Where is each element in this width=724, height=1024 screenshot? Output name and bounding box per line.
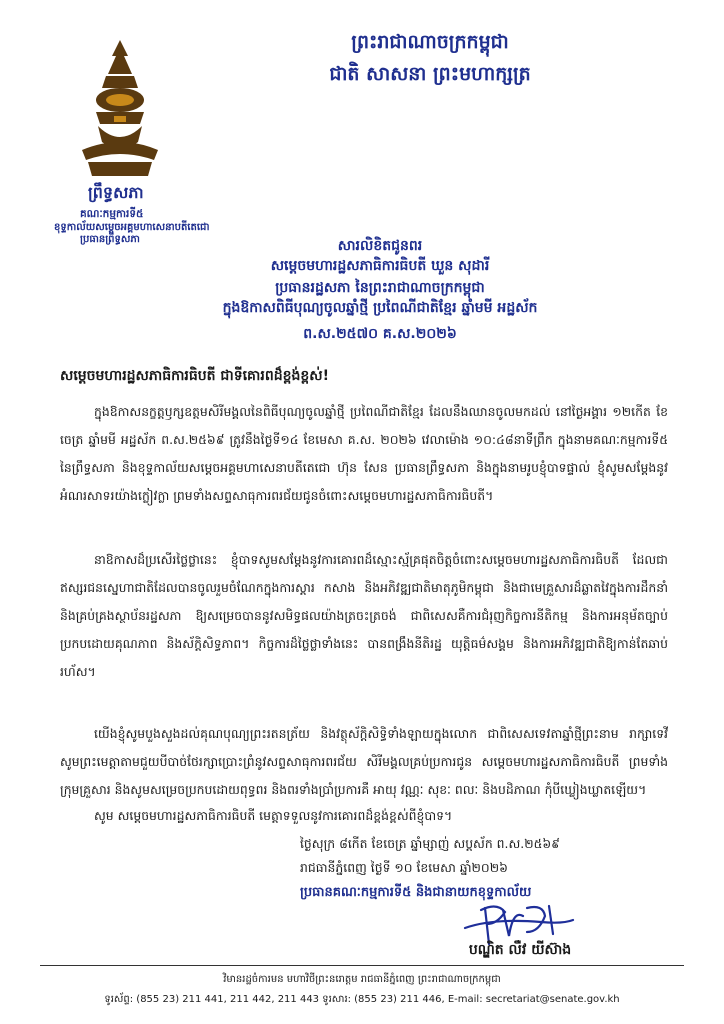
signer-title: ប្រធានគណៈកម្មការទី៥ និងជានាយកខុទ្ទកាល័យ — [300, 885, 532, 900]
letter-title: សារលិខិតជូនពរ — [337, 238, 423, 254]
recipient-position: ប្រធានរដ្ឋសភា នៃព្រះរាជាណាចក្រកម្ពុជា — [275, 280, 485, 296]
lunar-date: ថ្ងៃសុក្រ ៨កើត ខែចេត្រ ឆ្នាំម្សាញ់ សប្តស័ក ព.ស.២៥៦៩ — [300, 836, 560, 851]
royal-motto-line1: ព្រះរាជាណាចក្រកម្ពុជា — [351, 31, 509, 53]
senate-name: ព្រឹទ្ធសភា — [88, 183, 144, 202]
occasion-line: ក្នុងឱកាសពិធីបុណ្យចូលឆ្នាំថ្មី ប្រពៃណីជាតិខ្មែរ ឆ្នាំមមី អដ្ឋស័ក — [222, 300, 538, 316]
recipient-name: សម្តេចមហារដ្ឋសភាធិការធិបតី ឃួន សុដារី — [270, 258, 490, 274]
senate-president-label: ប្រធានព្រឹទ្ធសភា — [80, 234, 140, 245]
footer-contact: ទូរស័ព្ទ: (855 23) 211 441, 211 442, 211 443 ទូរសារ: (855 23) 211 446, E-mail: secretariat@senate.gov.kh — [104, 994, 620, 1005]
footer-address: វិមានរដ្ឋចំការមន មហាវិថីព្រះនរោត្តម រាជធានីភ្នំពេញ ព្រះរាជាណាចក្រកម្ពុជា — [223, 974, 501, 985]
footer-divider — [40, 965, 684, 966]
salutation: សម្តេចមហារដ្ឋសភាធិការធិបតី ជាទីគោរពដ៏ខ្ពង់ខ្ពស់! — [60, 368, 329, 384]
commission-name: គណៈកម្មការទី៥ — [80, 208, 144, 220]
solar-date: រាជធានីភ្នំពេញ ថ្ងៃទី ១០ ខែមេសា ឆ្នាំ២០២៦ — [300, 860, 508, 875]
royal-motto-line2: ជាតិ សាសនា ព្រះមហាក្សត្រ — [329, 63, 531, 85]
paragraph-3: យើងខ្ញុំសូមបួងសួងដល់គុណបុណ្យព្រះរតនត្រ័យ និងវត្ថុស័ក្តិសិទ្ធិទាំងឡាយក្នុងលោក ជាពិសេសទេវតាឆ្នាំថ្មីព្រះនាម រាក្សាទេវី សូមព្រះមេត្តាតាមជួយបីបាច់ថែរក្សាប្រោះព្រំនូវសព្ទសាធុការពរជ័យ សិរីមង្គលគ្រប់ប្រការជូន សម្តេចមហារដ្ឋសភាធិការធិបតី ព្រមទាំងក្រុមគ្រួសារ និងសូមសម្រេចប្រកបដោយពុទ្ធពរ និងពរទាំងប្រាំប្រការគឺ អាយុ វណ្ណៈ សុខៈ ពលៈ និងបដិភាណ កុំបីឃ្លៀងឃ្លាតឡើយ។ — [60, 726, 668, 797]
paragraph-2: នាឱកាសដ៏ប្រសើរថ្លៃថ្លានេះ ខ្ញុំបាទសូមសម្តែងនូវការគោរពដ៏ស្មោះស្ម័គ្រផុតចិត្តចំពោះសម្តេចមហារដ្ឋសភាធិការធិបតី ដែលជាឥស្សរជនស្នេហាជាតិដែលបានចូលរួមចំណែកក្នុងការស្តារ កសាង និងអភិវឌ្ឍជាតិមាតុភូមិកម្ពុជា និងជាមេគ្រួសារដ៏ឆ្លាតវៃក្នុងការដឹកនាំនិងគ្រប់គ្រងស្ថាប័នរដ្ឋសភា ឱ្យសម្រេចបាននូវសមិទ្ធផលយ៉ាងត្រចះត្រចង់ ជាពិសេសគឺការជំរុញកិច្ចការនីតិកម្ម និងការអនុម័តច្បាប់ប្រកបដោយគុណភាព និងស័ក្តិសិទ្ធភាព។ កិច្ចការដ៏ថ្លៃថ្លាទាំងនេះ បានពង្រឹងនីតិរដ្ឋ យុត្តិធម៌សង្គម និងការអភិវឌ្ឍជាតិឱ្យកាន់តែឆាប់រហ័ស។ — [60, 552, 668, 679]
office-name: ខុទ្ទកាល័យសម្តេចអគ្គមហាសេនាបតីតេជោ — [54, 222, 210, 233]
era-year-line: ព.ស.២៥៧០ គ.ស.២០២៦ — [303, 326, 457, 342]
signer-name: បណ្ឌិត លឺវ យីស៊ាង — [468, 942, 572, 958]
senate-emblem — [78, 38, 162, 178]
closing-line: សូម សម្តេចមហារដ្ឋសភាធិការធិបតី មេត្តាទទួលនូវការគោរពដ៏ខ្ពង់ខ្ពស់ពីខ្ញុំបាទ។ — [94, 808, 453, 823]
paragraph-1: ក្នុងឱកាសនក្ខត្តឫក្សឧត្តមសិរីមង្គលនៃពិធីបុណ្យចូលឆ្នាំថ្មី ប្រពៃណីជាតិខ្មែរ ដែលនឹងឈានចូលមកដល់ នៅថ្ងៃអង្គារ ១២កើត ខែចេត្រ ឆ្នាំមមី អដ្ឋស័ក ព.ស.២៥៦៩ ត្រូវនឹងថ្ងៃទី១៤ ខែមេសា គ.ស. ២០២៦ វេលាម៉ោង ១០:៤៨នាទីព្រឹក ក្នុងនាមគណៈកម្មការទី៥ នៃព្រឹទ្ធសភា និងខុទ្ទកាល័យសម្តេចអគ្គមហាសេនាបតីតេជោ ហ៊ុន សែន ប្រធានព្រឹទ្ធសភា និងក្នុងនាមរូបខ្ញុំបាទផ្ទាល់ ខ្ញុំសូមសម្តែងនូវអំណរសាទរយ៉ាងក្លៀវក្លា ព្រមទាំងសព្ទសាធុការពរជ័យជូនចំពោះសម្តេចមហារដ្ឋសភាធិការធិបតី។ — [60, 404, 668, 503]
